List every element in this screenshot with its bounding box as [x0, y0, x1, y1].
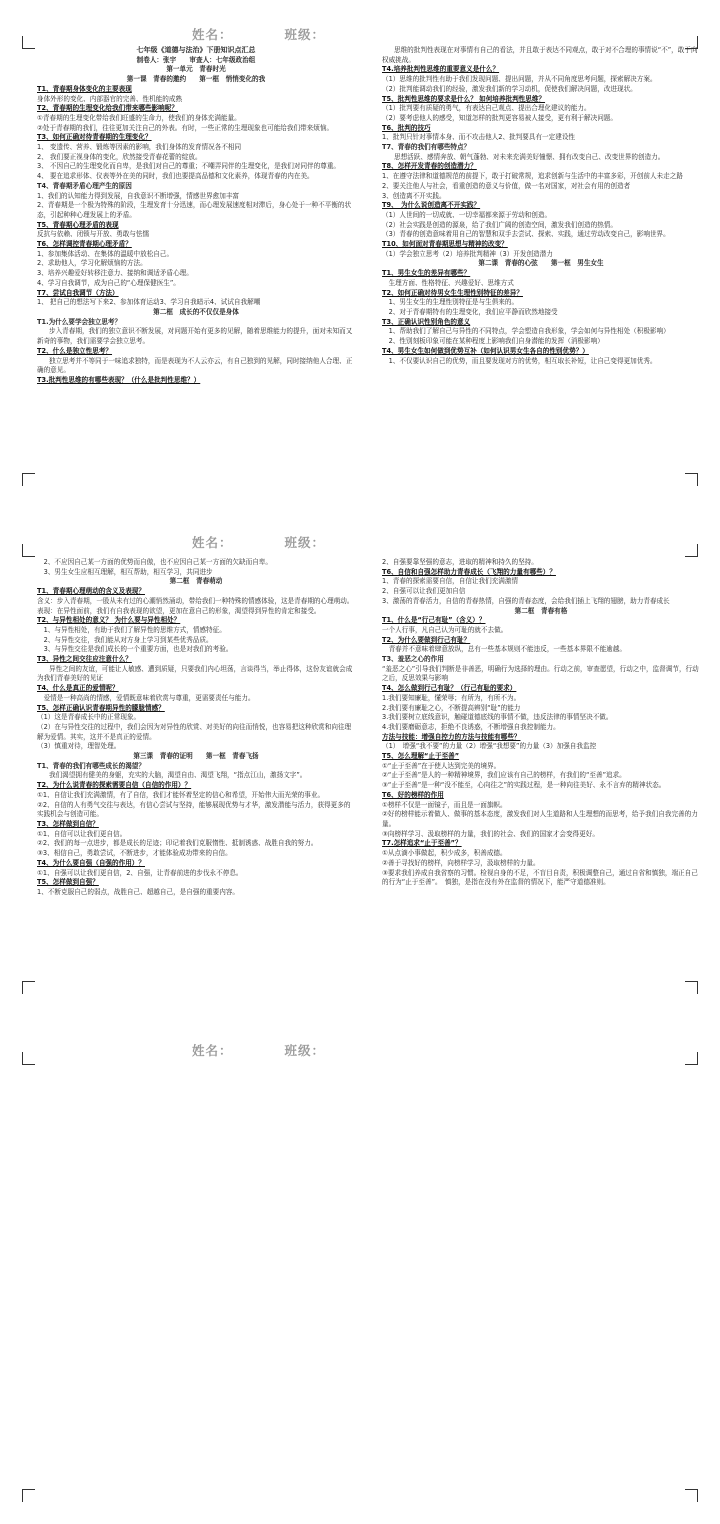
paragraph: 1、不仅要认识自己的优势，而且要发现对方的优势，相互取长补短，让自己变得更加优秀。	[382, 356, 657, 365]
paragraph: 3、 不因自己的生理变化而自卑，是我们对自己的尊重；不嘲弄同伴的生理变化，是我们对同伴的尊重。	[37, 162, 341, 171]
paragraph: 思想活跃、感情奔放、朝气蓬勃、对未来充满美好憧憬、拥有改变自己、改变世界的创造力。	[394, 152, 665, 161]
name-class-header	[192, 533, 325, 551]
question-heading: T5、怎样做到自强？	[37, 878, 99, 887]
paragraph: （2）在与异性交往的过程中，我们会因为对异性的欣赏、对美好的向往而悄悦，也容易把这种欣赏和向往理解为爱情。其实，这并不是真正的爱情。	[37, 722, 352, 741]
question-heading: T4、怎么做到行己有耻？（行己有耻的要求）	[382, 684, 517, 693]
paragraph: ②“止于至善”是人的一种精神境界，我们应该有自己的榜样，有我们的“至善”追求。	[382, 771, 626, 780]
question-heading: T3、羞恶之心的作用	[382, 655, 444, 664]
paragraph: “羞恶之心”引导我们判断是非善恶，明确行为选择的理由。行动之前，审查愿望，行动之中，监督调节，行动之后，反思效果与影响	[382, 664, 699, 683]
paragraph: 3.我们要树立底线意识，触碰道德底线的事情不做，违反法律的事情坚决不做。	[382, 713, 613, 722]
paragraph: 4.我们要磨砺意志，拒绝不良诱惑，不断增强自我控制能力。	[382, 722, 560, 731]
name-label: 姓名：	[192, 27, 233, 42]
paragraph: 青春并不意味着肆意放纵，总有一些基本规则不能违反，一些基本界限不能逾越。	[382, 645, 626, 654]
crop-mark-top-left	[22, 1052, 35, 1065]
class-label: 班级：	[284, 1043, 326, 1058]
paragraph: 2、与异性交往，我们能从对方身上学习到某些优秀品质。	[37, 635, 213, 644]
paragraph: 爱情是一种高尚的情感，爱情既意味着欣赏与尊重，更需要责任与能力。	[37, 693, 255, 702]
paragraph: 3、创造离不开实践。	[382, 191, 446, 200]
paragraph: 1.我们要知廉耻，懂荣辱；有所为，有所不为。	[382, 693, 521, 702]
paragraph: 独立思考并不等同于一味追求独特，而是表现为不人云亦云，有自己独到的见解，同时接纳他人合理、正确的意见。	[37, 356, 353, 375]
question-heading: T10、如何面对青春期思想与精神的改变？	[382, 240, 508, 249]
question-heading: T6、好的榜样的作用	[382, 790, 444, 799]
paragraph: （2）要考虑他人的感受，知道怎样的批判更容易被人接受，更有利于解决问题。	[382, 113, 617, 122]
paragraph: 1、男生女生的生理性别特征是与生俱来的。	[382, 298, 519, 307]
question-heading: T3、异性之间交往应注意什么？	[37, 655, 132, 664]
question-heading: T2、如何正确对待男女生生理性别特征的差异？	[382, 288, 523, 297]
name-class-header	[192, 25, 325, 43]
paragraph: 1、帮助我们了解自己与异性的不同特点，学会塑造自我形象，学会如何与异性相处（积极影响）	[382, 327, 670, 336]
paragraph: 1、青春的探索需要自信，自信让我们充满激情	[382, 577, 519, 586]
name-class-header	[192, 1041, 325, 1059]
name-label: 姓名：	[192, 1043, 233, 1058]
paragraph: 1、 变遗传、营养、锻炼等因素的影响，我们身体的发育情况各不相同	[37, 143, 242, 152]
paragraph: ③要求我们养成自我省察的习惯。检视自身的不足，不盲目自责，积极调整自己，通过自省和慎独，端正自己的行为“止于至善”。 慎独，是指在没有外在监督的情况下，能严守道德准则。	[382, 868, 698, 887]
paragraph: 身体外形的变化、内部器官的完善、性机能的成熟	[37, 94, 183, 103]
question-heading: T1、什么是“行己有耻”（含义）？	[382, 616, 486, 625]
question-heading: T2、青春期的生理变化给我们带来哪些影响呢？	[37, 104, 178, 113]
question-heading: T1、青春期心理萌动的含义及表现？	[37, 587, 145, 596]
question-heading: T3.批判性思维的有哪些表现？（什么是批判性思维？）	[37, 375, 201, 384]
question-heading: T9、 为什么说创造离不开实践？	[382, 201, 481, 210]
paragraph: 2、要关注他人与社会，看重创造的意义与价值，做一名对国家，对社会有用的创造者	[382, 181, 631, 190]
question-heading: T4、男生女生如何做到优势互补（如何认识男女生各自的性别优势？）	[382, 346, 589, 355]
paragraph: 1、参加集体活动、在集体的温暖中放松自己。	[37, 249, 174, 258]
paragraph: （3）慎重对待，理智处理。	[37, 742, 121, 751]
question-heading: T7、青春的我们有哪些特点？	[382, 143, 471, 152]
page2-left-column	[37, 558, 355, 898]
paragraph: 步入青春期，我们的独立意识不断发展，对问题开始有更多的见解，随着思维能力的提升，面对未知而又新奇的事物，我们需要学会独立思考。	[37, 327, 353, 346]
paragraph: 3、激荡的青春活力，自信的青春热情，自强的青春态度，会给我们插上飞翔的翅膀，助力青春成长	[382, 596, 670, 605]
crop-mark-top-right	[685, 544, 698, 557]
paragraph: 1、与异性相处，有助于我们了解异性的思维方式，情感特征。	[37, 625, 226, 634]
question-heading: T5、怎么理解“止于至善”	[382, 752, 460, 761]
section-heading: 第二框 成长的不仅仅是身体	[153, 307, 239, 316]
question-heading: T5、怎样正确认识青春期异性的朦胧情感？	[37, 703, 165, 712]
question-heading: T4、什么是真正的爱情呢？	[37, 684, 119, 693]
paragraph: 3、男生女生应相互理解，相互帮助，相互学习，共同进步	[37, 567, 213, 576]
paragraph: 1、 把自己的想法写下来2、参加体育运动3、学习自我暗示4、试试自我解嘲	[37, 298, 261, 307]
class-label: 班级：	[284, 535, 326, 550]
question-heading: T4、为什么要自强（自强的作用）？	[37, 858, 145, 867]
paragraph: ③“止于至善”是一种“没不能至，心向往之”的实践过程，是一种向往美好、永不言弃的精神状态。	[382, 781, 666, 790]
paragraph: 表现：在异性面前，我们有自我表现的欲望，更加在意自己的形象，渴望得到异性的肯定和接受。	[37, 606, 321, 615]
paragraph: （1） 增强“我不要”的力量（2）增强“我想要”的力量（3）加强自我监控	[382, 742, 597, 751]
paragraph: 2、不应因自己某一方面的优势而自傲，也不应因自己某一方面的欠缺而自卑。	[37, 558, 272, 566]
paragraph: 2、自强可以让我们更加自信	[382, 587, 466, 596]
question-heading: T3、正确认识性别角色的意义	[382, 317, 471, 326]
crop-mark-bottom-left	[22, 1489, 35, 1502]
question-heading: T6、批判的技巧	[382, 123, 431, 132]
paragraph: ②好的榜样能示着做人、做事的基本态度，激发我们对人生道路和人生理想的而思考，给予我们自我完善的力量。	[382, 810, 698, 828]
question-heading: T3、怎样做到自信？	[37, 819, 99, 828]
paragraph: 含义：步入青春期，一股从未有过的心潮悄然涌动，带给我们一种特殊的情感体验，这是青春期的心理萌动。	[37, 596, 354, 605]
question-heading: T1、青春期身体变化的主要表现	[37, 84, 132, 93]
paragraph: ①榜样不仅是一面镜子，而且是一面旗帜。	[382, 800, 507, 809]
question-heading: T4、青春期矛盾心理产生的原因	[37, 181, 132, 190]
crop-mark-bottom-right	[685, 473, 698, 486]
document-title: 七年级《道德与法治》下册知识点汇总	[136, 46, 256, 54]
section-heading: 第一单元 青春时光	[166, 65, 226, 74]
paragraph: 2、对于青春期特有的生理变化，我们应平静而欣然地接受	[382, 307, 558, 316]
page1-left-column	[37, 46, 355, 386]
worksheet-page-1	[0, 0, 720, 508]
question-heading: T7.怎样追求“止于至善”？	[382, 839, 462, 848]
paragraph: ①从点滴小事做起，积少成多，积善成德。	[382, 849, 507, 858]
paragraph: ③3、相信自己，勇敢尝试，不断进步，才能体验成功带来的自信。	[37, 849, 232, 858]
question-heading: T1.为什么要学会独立思考？	[37, 317, 122, 326]
crop-mark-bottom-right	[685, 981, 698, 994]
paragraph: 2、性别刻板印象可能在某种程度上影响我们自身潜能的发挥（消极影响）	[382, 337, 604, 346]
section-heading: 第二框 青春萌动	[169, 577, 223, 586]
paragraph: （1）人世间的一切成就、一切幸福都来源于劳动和创造。	[382, 210, 552, 219]
paragraph: ②善于寻找好的榜样，向榜样学习，汲取榜样的力量。	[382, 858, 540, 867]
paragraph: 思维的批判性表现在对事情有自己的看法，并且敢于表达不同观点，敢于对不合理的事情说“不”，敢于向权威挑战。	[382, 46, 698, 64]
question-heading: T6、自信和自强怎样助力青春成长（飞翔的力量有哪些）？	[382, 567, 556, 576]
question-heading: T2、与异性相处的意义？ 为什么要与异性相处？	[37, 616, 181, 625]
paragraph: 3、与异性交往是我们成长的一个重要方面，也是对我们的考验。	[37, 645, 233, 654]
crop-mark-bottom-left	[22, 473, 35, 486]
paragraph: （3）青春的创造意味着用自己的智慧和双手去尝试、探索、实践，通过劳动改变自己，影响世界。	[382, 230, 670, 239]
question-heading: T5、青春期心理矛盾的表现	[37, 220, 119, 229]
paragraph: （2）社会实践是创造的源泉，给了我们广阔的创造空间，激发我们创造的热情。	[382, 220, 617, 229]
name-label: 姓名：	[192, 535, 233, 550]
paragraph: ②处于青春期的我们，往往更加关注自己的外表。有时，一些正常的生理现象也可能给我们带来烦恼。	[37, 123, 334, 132]
question-heading: T3、如何正确对待青春期的生理变化？	[37, 133, 152, 142]
paragraph: 1、在遵守法律和道德规范的前提下，敢于打破常规，追求创新与生活中的丰富多彩，开创前人未走之路	[382, 172, 683, 181]
question-heading: T1、男生女生的差异有哪些？	[382, 269, 471, 278]
question-heading: T8、怎样开发青春的创造潜力？	[382, 162, 477, 171]
paragraph: 1、批判只针对事情本身、而不攻击他人2、批判要具有一定建设性	[382, 133, 576, 142]
worksheet-page-2	[0, 508, 720, 1016]
page2-right-column	[382, 558, 700, 888]
question-heading: T2、为什么说青春的探索需要自信（自信的作用）？	[37, 781, 192, 790]
paragraph: ①“止于至善”在于使人达到完美的境界。	[382, 761, 501, 770]
question-heading: T7、尝试自我调节（方法）	[37, 288, 119, 297]
paragraph: 我们渴望拥有健美的身躯，充实的大脑，渴望自由、渴望飞翔，“指点江山，激扬文字”。	[49, 771, 307, 780]
paragraph: ①1、自强可以让我们更自信，2、自强，让青春前进的步伐永不停息。	[37, 868, 243, 877]
question-heading: T5、批判性思维的要求是什么？ 如何培养批判性思维？	[382, 94, 546, 103]
question-heading: T2、为什么要做到行己有耻？	[382, 635, 471, 644]
paragraph: 异性之间的友谊，可能让人敏感、遭到质疑，只要我们内心坦荡，言谈得当，举止得体，这份友谊就会成为我们青春美好的见证	[37, 664, 353, 683]
paragraph: （2）批判能调动我们的经验，激发我们新的学习动机，促使我们解决问题，改进现状。	[382, 84, 637, 93]
paragraph: 生理方面、性格特征、兴趣爱好、思维方式	[382, 278, 514, 287]
question-heading: T1、青春的我们有哪些成长的渴望？	[37, 761, 145, 770]
section-heading: 第二课 青春的心弦 第一框 男生女生	[478, 259, 604, 268]
paragraph: （1）学会独立思考（2）培养批判精神（3）开发创造潜力	[382, 249, 553, 258]
crop-mark-top-left	[22, 36, 35, 49]
paragraph: 2、自强要靠坚强的意志，进取的精神和持久的坚持。	[382, 558, 538, 566]
question-heading: 方法与技能：增强自控力的方法与技能有哪些？	[382, 732, 521, 741]
page1-right-column	[382, 46, 700, 366]
section-heading: 第三课 青春的证明 第一框 青春飞扬	[133, 752, 259, 761]
paragraph: （1）这是青春成长中的正常现象。	[37, 713, 141, 722]
paragraph: 4、 要在追求形体、仪表等外在美的同时，我们也要提高品德和文化素养，体现青春的内在美。	[37, 172, 314, 181]
paragraph: ②2、我们的每一点进步，都是成长的足迹；印记着我们克服惰性、抵制诱惑、战胜自我的努力。	[37, 839, 318, 848]
paragraph: 反抗与依赖、闭锁与开放、勇敢与怯懦	[37, 230, 150, 239]
paragraph: （1）批判要有质疑的勇气，有表达自己观点、提出合理化建议的能力。	[382, 104, 591, 113]
paragraph: 1、我们的认知能力得到发展，自我意识不断增强，情感世界愈加丰富	[37, 191, 240, 200]
crop-mark-bottom-left	[22, 981, 35, 994]
paragraph: ①1、自信让我们充满激情，有了自信，我们才能怀着坚定的信心和希望，开始伟大而光荣的事业。	[37, 790, 325, 799]
crop-mark-top-left	[22, 544, 35, 557]
paragraph: 2、求助他人，学习化解烦恼的方法。	[37, 259, 147, 268]
class-label: 班级：	[284, 27, 326, 42]
section-heading: 制卷人：张宇 审查人：七年级政治组	[136, 55, 256, 64]
paragraph: 2、青春期是一个极为特殊的阶段，生理发育十分迅速，而心理发展速度相对滞后，身心处于一种不平衡的状态，引起种种心理发展上的矛盾。	[37, 201, 352, 219]
paragraph: ②2、自信的人有勇气交往与表达，有信心尝试与坚持，能够展现优势与才华，激发潜能与活力，获得更多的实践机会与创造可能。	[37, 800, 351, 819]
paragraph: 3、培养兴趣爱好转移注意力、接纳和调适矛盾心理。	[37, 269, 193, 278]
paragraph: ①1、自信可以让我们更自信。	[37, 829, 127, 838]
crop-mark-bottom-right	[685, 1489, 698, 1502]
paragraph: ①青春期的生理变化带给我们旺盛的生命力，使我们的身体充满能量。	[37, 113, 241, 122]
section-heading: 第一课 青春的邀约 第一框 悄悄变化的我	[126, 75, 266, 84]
paragraph: （1）思维的批判性有助于我们发现问题、提出问题，并从不同角度思考问题，探索解决方案。	[382, 75, 657, 84]
paragraph: 4、学习自我调节，成为自己的“心理保健医生”。	[37, 278, 180, 287]
paragraph: 1、不断克服自己的弱点，战胜自己、超越自己，是自强的重要内容。	[37, 887, 240, 896]
question-heading: T6、怎样调控青春期心理矛盾？	[37, 240, 132, 249]
paragraph: 2、 我们要正视身体的变化，欣然接受青春花蕾的绽放。	[37, 152, 202, 161]
question-heading: T2、什么是独立性思考？	[37, 346, 113, 355]
question-heading: T4.培养批判性思维的重要意义是什么？	[382, 65, 500, 74]
paragraph: 2.我们要有廉耻之心，不断提高辨别“耻”的能力	[382, 703, 521, 712]
section-heading: 第二框 青春有格	[514, 606, 568, 615]
paragraph: ③向榜样学习、汲取榜样的力量，我们的社会、我们的国家才会变得更好。	[382, 829, 599, 838]
paragraph: 一个人行事，凡自己认为可耻的就不去做。	[382, 625, 508, 634]
worksheet-page-3	[0, 1016, 720, 1524]
crop-mark-top-right	[685, 1052, 698, 1065]
